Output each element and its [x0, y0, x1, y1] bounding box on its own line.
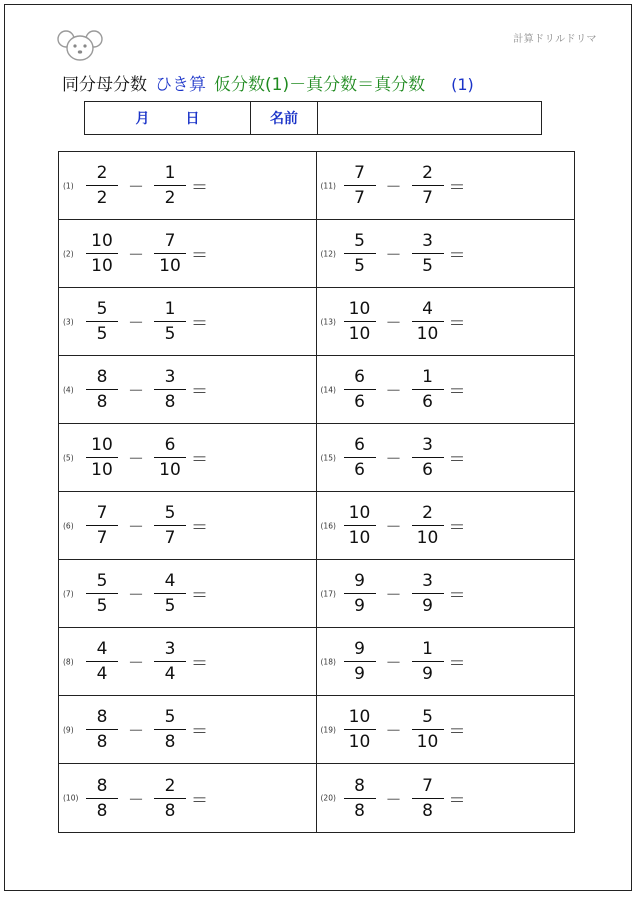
- expression: [343, 424, 466, 491]
- problem-cell[interactable]: [59, 220, 317, 288]
- denominator: 9: [354, 664, 365, 684]
- fraction-bar: [86, 593, 118, 594]
- minuend-fraction: [343, 299, 377, 344]
- minuend-fraction: [85, 503, 119, 548]
- denominator: 8: [96, 732, 108, 752]
- expression: [85, 696, 208, 763]
- problem-number: (3): [63, 317, 74, 326]
- numerator: 1: [422, 367, 433, 387]
- denominator: 7: [422, 188, 433, 208]
- subtrahend-fraction: [411, 231, 445, 276]
- fraction-bar: [86, 661, 118, 662]
- problem-number: (6): [63, 521, 74, 530]
- fraction-bar: [86, 798, 118, 799]
- fraction-bar: [344, 185, 376, 186]
- numerator: 8: [354, 775, 365, 796]
- fraction-bar: [154, 798, 186, 799]
- expression: [85, 628, 208, 695]
- denominator: 6: [354, 460, 365, 480]
- minus-sign: －: [127, 449, 144, 468]
- problem-cell[interactable]: [59, 356, 317, 424]
- denominator: 7: [96, 528, 108, 548]
- minuend-fraction: [343, 776, 377, 821]
- subtrahend-fraction: [153, 707, 187, 752]
- problem-number: (13): [320, 317, 336, 326]
- problem-number: (5): [63, 453, 74, 462]
- problem-cell[interactable]: [317, 424, 575, 492]
- problem-cell[interactable]: [317, 696, 575, 764]
- fraction-bar: [412, 253, 444, 254]
- denominator: 8: [422, 800, 433, 821]
- numerator: 3: [164, 367, 176, 387]
- denominator: 4: [164, 664, 176, 684]
- problem-cell[interactable]: [317, 152, 575, 220]
- denominator: 8: [164, 800, 176, 821]
- date-field[interactable]: [85, 102, 251, 134]
- numerator: 2: [96, 163, 108, 183]
- equals-sign: ＝: [191, 586, 208, 606]
- denominator: 10: [159, 460, 181, 480]
- numerator: 3: [422, 571, 433, 591]
- expression: [343, 560, 466, 627]
- fraction-bar: [154, 253, 186, 254]
- subtrahend-fraction: [411, 776, 445, 821]
- problem-cell[interactable]: [59, 764, 317, 832]
- problem-grid: [58, 151, 575, 833]
- minus-sign: －: [385, 313, 402, 332]
- numerator: 6: [354, 435, 365, 455]
- denominator: 5: [354, 256, 365, 276]
- fraction-bar: [86, 525, 118, 526]
- denominator: 8: [164, 732, 176, 752]
- numerator: 1: [164, 163, 176, 183]
- numerator: 6: [354, 367, 365, 387]
- problem-number: (17): [320, 589, 336, 598]
- subtrahend-fraction: [411, 639, 445, 684]
- denominator: 10: [91, 460, 113, 480]
- problem-number: (1): [63, 181, 74, 190]
- fraction-bar: [412, 729, 444, 730]
- expression: [85, 560, 208, 627]
- subtrahend-fraction: [411, 503, 445, 548]
- subtrahend-fraction: [153, 639, 187, 684]
- fraction-bar: [412, 798, 444, 799]
- minuend-fraction: [85, 435, 119, 480]
- fraction-bar: [154, 525, 186, 526]
- fraction-bar: [154, 593, 186, 594]
- subtrahend-fraction: [153, 231, 187, 276]
- numerator: 2: [164, 775, 176, 796]
- minuend-fraction: [343, 231, 377, 276]
- numerator: 8: [96, 775, 108, 796]
- expression: [343, 492, 466, 559]
- subtrahend-fraction: [411, 435, 445, 480]
- denominator: 9: [422, 664, 433, 684]
- fraction-bar: [154, 321, 186, 322]
- problem-cell[interactable]: [59, 152, 317, 220]
- denominator: 10: [416, 528, 439, 548]
- fraction-bar: [344, 253, 376, 254]
- expression: [343, 152, 466, 219]
- name-date-row: [84, 101, 542, 135]
- title-subtopic: 仮分数(1)－真分数＝真分数: [214, 75, 426, 95]
- problem-cell[interactable]: [59, 560, 317, 628]
- problem-number: (11): [320, 181, 336, 190]
- minus-sign: －: [127, 517, 144, 536]
- numerator: 2: [422, 503, 433, 523]
- brand-label: 計算ドリルドリマ: [513, 34, 597, 45]
- fraction-bar: [154, 185, 186, 186]
- numerator: 7: [354, 163, 365, 183]
- equals-sign: ＝: [448, 450, 466, 470]
- numerator: 6: [164, 435, 176, 455]
- minuend-fraction: [85, 639, 119, 684]
- minus-sign: －: [385, 721, 402, 740]
- expression: [343, 288, 466, 355]
- expression: [85, 288, 208, 355]
- fraction-bar: [344, 798, 376, 799]
- fraction-bar: [412, 593, 444, 594]
- equals-sign: ＝: [191, 246, 208, 266]
- problem-number: (18): [320, 657, 336, 666]
- denominator: 7: [354, 188, 365, 208]
- denominator: 10: [416, 324, 439, 344]
- fraction-bar: [86, 185, 118, 186]
- fraction-bar: [154, 457, 186, 458]
- minus-sign: －: [127, 653, 144, 672]
- title-topic: 同分母分数: [62, 75, 147, 95]
- minuend-fraction: [85, 707, 119, 752]
- equals-sign: ＝: [448, 382, 466, 402]
- equals-sign: ＝: [191, 382, 208, 402]
- minus-sign: －: [385, 653, 402, 672]
- numerator: 1: [164, 299, 176, 319]
- expression: [343, 696, 466, 763]
- subtrahend-fraction: [411, 707, 445, 752]
- fraction-bar: [154, 389, 186, 390]
- minus-sign: －: [127, 585, 144, 604]
- denominator: 10: [348, 528, 371, 548]
- numerator: 7: [164, 231, 176, 251]
- subtrahend-fraction: [153, 503, 187, 548]
- denominator: 8: [96, 800, 108, 821]
- name-field[interactable]: [318, 102, 541, 134]
- numerator: 3: [422, 435, 433, 455]
- fraction-bar: [412, 525, 444, 526]
- numerator: 5: [354, 231, 365, 251]
- numerator: 7: [422, 775, 433, 796]
- minus-sign: －: [385, 245, 402, 264]
- numerator: 5: [96, 299, 108, 319]
- sheet-number: (1): [451, 75, 474, 94]
- minus-sign: －: [385, 381, 402, 400]
- fraction-bar: [344, 661, 376, 662]
- expression: [85, 424, 208, 491]
- denominator: 2: [164, 188, 176, 208]
- fraction-bar: [412, 321, 444, 322]
- denominator: 4: [96, 664, 108, 684]
- denominator: 10: [348, 324, 371, 344]
- minuend-fraction: [343, 503, 377, 548]
- minuend-fraction: [343, 707, 377, 752]
- subtrahend-fraction: [153, 299, 187, 344]
- fraction-bar: [344, 525, 376, 526]
- numerator: 10: [91, 435, 113, 455]
- denominator: 10: [91, 256, 113, 276]
- problem-cell[interactable]: [317, 492, 575, 560]
- equals-sign: ＝: [448, 654, 466, 674]
- minuend-fraction: [85, 571, 119, 616]
- numerator: 10: [348, 707, 371, 727]
- problem-cell[interactable]: [317, 560, 575, 628]
- minus-sign: －: [385, 517, 402, 536]
- problem-number: (9): [63, 725, 74, 734]
- fraction-bar: [86, 729, 118, 730]
- equals-sign: ＝: [191, 722, 208, 742]
- equals-sign: ＝: [191, 178, 208, 198]
- fraction-bar: [344, 729, 376, 730]
- minus-sign: －: [385, 177, 402, 196]
- subtrahend-fraction: [153, 571, 187, 616]
- denominator: 10: [416, 732, 439, 752]
- fraction-bar: [412, 661, 444, 662]
- subtrahend-fraction: [153, 776, 187, 821]
- subtrahend-fraction: [153, 367, 187, 412]
- problem-number: (12): [320, 249, 336, 258]
- denominator: 9: [354, 596, 365, 616]
- minus-sign: －: [127, 381, 144, 400]
- problem-cell[interactable]: [317, 764, 575, 832]
- subtrahend-fraction: [411, 163, 445, 208]
- numerator: 1: [422, 639, 433, 659]
- minuend-fraction: [343, 571, 377, 616]
- problem-cell[interactable]: [59, 696, 317, 764]
- denominator: 2: [96, 188, 108, 208]
- minus-sign: －: [385, 585, 402, 604]
- problem-cell[interactable]: [317, 356, 575, 424]
- minuend-fraction: [343, 163, 377, 208]
- fraction-bar: [86, 253, 118, 254]
- numerator: 7: [96, 503, 108, 523]
- numerator: 8: [96, 367, 108, 387]
- numerator: 10: [91, 231, 113, 251]
- problem-cell[interactable]: [59, 424, 317, 492]
- denominator: 10: [159, 256, 181, 276]
- numerator: 10: [348, 503, 371, 523]
- title-operation: ひき算: [155, 75, 206, 95]
- fraction-bar: [344, 457, 376, 458]
- problem-number: (20): [320, 793, 336, 803]
- problem-number: (15): [320, 453, 336, 462]
- minus-sign: －: [127, 789, 144, 809]
- problem-number: (2): [63, 249, 74, 258]
- fraction-bar: [412, 389, 444, 390]
- denominator: 10: [348, 732, 371, 752]
- problem-cell[interactable]: [59, 492, 317, 560]
- problem-cell[interactable]: [317, 220, 575, 288]
- problem-number: (7): [63, 589, 74, 598]
- denominator: 5: [164, 596, 176, 616]
- equals-sign: ＝: [448, 314, 466, 334]
- denominator: 5: [422, 256, 433, 276]
- fraction-bar: [412, 457, 444, 458]
- minuend-fraction: [85, 231, 119, 276]
- subtrahend-fraction: [153, 163, 187, 208]
- problem-cell[interactable]: [59, 628, 317, 696]
- problem-cell[interactable]: [317, 628, 575, 696]
- denominator: 8: [354, 800, 365, 821]
- problem-number: (8): [63, 657, 74, 666]
- expression: [85, 492, 208, 559]
- numerator: 5: [164, 503, 176, 523]
- denominator: 5: [96, 324, 108, 344]
- expression: [343, 220, 466, 287]
- minus-sign: －: [385, 449, 402, 468]
- expression: [343, 628, 466, 695]
- denominator: 5: [96, 596, 108, 616]
- equals-sign: ＝: [191, 518, 208, 538]
- fraction-bar: [86, 321, 118, 322]
- fraction-bar: [86, 457, 118, 458]
- numerator: 9: [354, 639, 365, 659]
- equals-sign: ＝: [448, 518, 466, 538]
- worksheet-title: [62, 70, 474, 95]
- subtrahend-fraction: [153, 435, 187, 480]
- equals-sign: ＝: [448, 246, 466, 266]
- numerator: 4: [96, 639, 108, 659]
- denominator: 6: [422, 460, 433, 480]
- fraction-bar: [344, 389, 376, 390]
- numerator: 4: [164, 571, 176, 591]
- minuend-fraction: [343, 367, 377, 412]
- numerator: 8: [96, 707, 108, 727]
- denominator: 8: [164, 392, 176, 412]
- equals-sign: ＝: [448, 178, 466, 198]
- minuend-fraction: [343, 435, 377, 480]
- minus-sign: －: [127, 721, 144, 740]
- numerator: 5: [96, 571, 108, 591]
- denominator: 8: [96, 392, 108, 412]
- minuend-fraction: [85, 299, 119, 344]
- minuend-fraction: [343, 639, 377, 684]
- fraction-bar: [86, 389, 118, 390]
- numerator: 10: [348, 299, 371, 319]
- problem-number: (4): [63, 385, 74, 394]
- minuend-fraction: [85, 163, 119, 208]
- problem-cell[interactable]: [59, 288, 317, 356]
- numerator: 3: [164, 639, 176, 659]
- numerator: 3: [422, 231, 433, 251]
- numerator: 4: [422, 299, 433, 319]
- fraction-bar: [412, 185, 444, 186]
- equals-sign: ＝: [191, 450, 208, 470]
- equals-sign: ＝: [191, 654, 208, 674]
- subtrahend-fraction: [411, 367, 445, 412]
- expression: [343, 356, 466, 423]
- denominator: 6: [354, 392, 365, 412]
- denominator: 5: [164, 324, 176, 344]
- minuend-fraction: [85, 776, 119, 821]
- fraction-bar: [344, 321, 376, 322]
- minus-sign: －: [127, 245, 144, 264]
- numerator: 5: [164, 707, 176, 727]
- equals-sign: ＝: [191, 314, 208, 334]
- subtrahend-fraction: [411, 571, 445, 616]
- equals-sign: ＝: [191, 790, 208, 811]
- fraction-bar: [154, 661, 186, 662]
- problem-number: (16): [320, 521, 336, 530]
- problem-number: (19): [320, 725, 336, 734]
- minuend-fraction: [85, 367, 119, 412]
- minus-sign: －: [127, 313, 144, 332]
- minus-sign: －: [385, 789, 402, 809]
- expression: [343, 764, 466, 832]
- day-label: 日: [185, 111, 200, 127]
- problem-number: (10): [63, 793, 79, 803]
- expression: [85, 764, 208, 832]
- expression: [85, 220, 208, 287]
- numerator: 5: [422, 707, 433, 727]
- month-label: 月: [135, 111, 150, 127]
- problem-number: (14): [320, 385, 336, 394]
- denominator: 6: [422, 392, 433, 412]
- numerator: 2: [422, 163, 433, 183]
- numerator: 9: [354, 571, 365, 591]
- fraction-bar: [154, 729, 186, 730]
- equals-sign: ＝: [448, 790, 466, 811]
- equals-sign: ＝: [448, 722, 466, 742]
- denominator: 9: [422, 596, 433, 616]
- subtrahend-fraction: [411, 299, 445, 344]
- minus-sign: －: [127, 177, 144, 196]
- expression: [85, 356, 208, 423]
- problem-cell[interactable]: [317, 288, 575, 356]
- expression: [85, 152, 208, 219]
- equals-sign: ＝: [448, 586, 466, 606]
- denominator: 7: [164, 528, 176, 548]
- fraction-bar: [344, 593, 376, 594]
- name-label: 名前: [251, 102, 318, 134]
- mouse-face-icon: [56, 28, 104, 62]
